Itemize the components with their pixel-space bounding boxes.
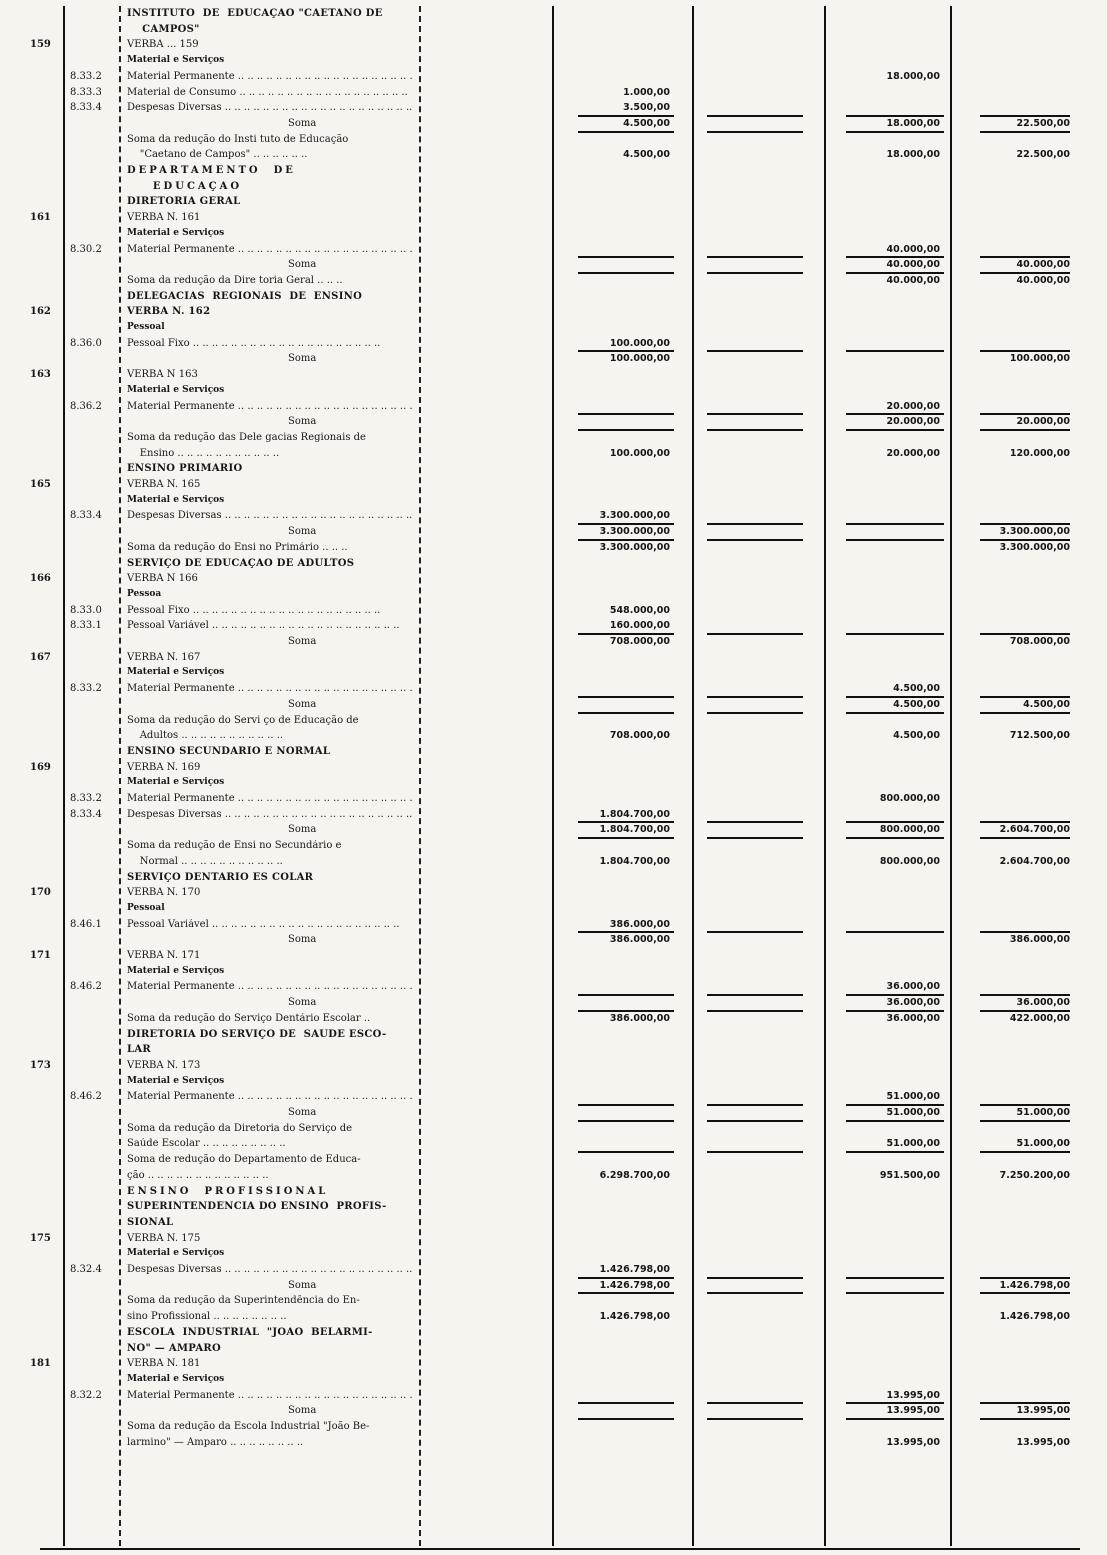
sum-rule	[578, 696, 674, 698]
row-description: SERVIÇO DE EDUCAÇÃO DE ADULTOS	[127, 557, 355, 569]
row-description: DELEGACIAS REGIONAIS DE ENSINO	[127, 290, 363, 302]
sum-rule	[846, 272, 944, 274]
sum-rule	[707, 931, 803, 933]
row-description: Material Permanente .. ..	[127, 401, 412, 412]
value-column-b: 20.000,00	[886, 447, 940, 459]
verba-number: 181	[30, 1358, 51, 1370]
verba-number: 173	[30, 1059, 51, 1071]
value-column-a: 1.000,00	[623, 86, 670, 98]
row-description: Soma da redução da Superintendência do En-	[127, 1295, 360, 1307]
sum-rule	[980, 821, 1070, 823]
row-description: Material e Serviços	[127, 965, 225, 976]
sum-rule	[980, 523, 1070, 525]
value-column-a: 3.500,00	[623, 102, 670, 114]
row-description: SIONAL	[127, 1216, 174, 1228]
sum-rule	[846, 115, 944, 117]
value-column-a: 708.000,00	[609, 730, 670, 742]
row-description: Material e Serviços	[127, 777, 225, 788]
account-code: 8.46.2	[70, 1091, 102, 1103]
value-column-b: 13.995,00	[886, 1405, 940, 1417]
row-description: larmino" — Amparo .. .. .. .. .. .. .. ..	[127, 1436, 304, 1448]
row-description: VERBA N 163	[127, 369, 198, 381]
value-column-b: 36.000,00	[886, 1012, 940, 1024]
value-column-a: 708.000,00	[609, 636, 670, 647]
sum-rule	[707, 115, 803, 117]
sum-rule	[980, 1402, 1070, 1404]
row-description: VERBA N. 162	[127, 306, 211, 318]
sum-rule	[846, 1402, 944, 1404]
sum-rule	[707, 1277, 803, 1279]
sum-rule	[707, 131, 803, 133]
value-column-total: 13.995,00	[1016, 1436, 1070, 1448]
value-column-b: 40.000,00	[886, 274, 940, 286]
sum-rule	[846, 1010, 944, 1012]
sum-rule	[707, 1104, 803, 1106]
value-column-total: 3.300.000,00	[999, 526, 1070, 538]
row-description: Soma da redução do Serviço Dentário Escolar ..	[127, 1012, 371, 1024]
row-description: Ensino .. .. .. .. .. .. .. .. .. .. ..	[127, 447, 280, 459]
value-column-total: 4.500,00	[1023, 698, 1070, 710]
row-description: Soma	[288, 1405, 317, 1417]
value-column-a: 3.300.000,00	[599, 510, 670, 522]
row-description: Soma	[288, 1279, 317, 1291]
verba-number: 161	[30, 212, 51, 224]
value-column-b: 18.000,00	[886, 117, 940, 129]
sum-rule	[578, 131, 674, 133]
column-divider	[119, 6, 121, 1546]
account-code: 8.33.1	[70, 620, 102, 632]
sum-rule	[980, 1277, 1070, 1279]
sum-rule	[846, 350, 944, 352]
row-description: SUPERINTENDÊNCIA DO ENSINO PROFIS-	[127, 1201, 387, 1213]
row-description: Material Permanente .. ..	[127, 1390, 412, 1401]
row-description: Soma	[288, 1107, 317, 1118]
value-column-b: 800.000,00	[879, 793, 940, 804]
sum-rule	[578, 931, 674, 933]
value-column-total: 40.000,00	[1016, 259, 1070, 271]
value-column-b: 51.000,00	[886, 1107, 940, 1118]
row-description: Pessoal Fixo .. ..	[127, 605, 412, 616]
verba-number: 170	[30, 887, 51, 899]
sum-rule	[980, 1418, 1070, 1420]
row-description: Soma	[288, 259, 317, 271]
value-column-a: 4.500,00	[623, 117, 670, 129]
value-column-a: 3.300.000,00	[599, 541, 670, 553]
sum-rule	[980, 1151, 1070, 1153]
row-description: Despesas Diversas .. ..	[127, 102, 412, 113]
value-column-b: 36.000,00	[886, 981, 940, 993]
value-column-a: 3.300.000,00	[599, 526, 670, 538]
sum-rule	[980, 1010, 1070, 1012]
row-description: Material e Serviços	[127, 494, 225, 505]
value-column-b: 800.000,00	[879, 824, 940, 836]
value-column-total: 708.000,00	[1009, 636, 1070, 647]
column-divider	[824, 6, 826, 1546]
verba-number: 175	[30, 1232, 51, 1244]
sum-rule	[578, 115, 674, 117]
sum-rule	[578, 1120, 674, 1122]
sum-rule	[707, 712, 803, 714]
row-description: Soma da redução do Servi ço de Educação de	[127, 714, 359, 726]
account-code: 8.36.2	[70, 400, 102, 412]
row-description: ESCOLA INDUSTRIAL "JOAO BELARMI-	[127, 1326, 373, 1338]
sum-rule	[846, 837, 944, 839]
value-column-b: 36.000,00	[886, 997, 940, 1009]
sum-rule	[846, 1151, 944, 1153]
sum-rule	[578, 539, 674, 541]
row-description: VERBA N. 161	[127, 212, 201, 224]
row-description: Material Permanente .. ..	[127, 244, 412, 255]
row-description: sino Profissional .. .. .. .. .. .. .. ..	[127, 1311, 287, 1323]
sum-rule	[578, 256, 674, 258]
value-column-total: 40.000,00	[1016, 274, 1070, 286]
sum-rule	[980, 256, 1070, 258]
sum-rule	[846, 994, 944, 996]
account-code: 8.33.2	[70, 683, 102, 695]
sum-rule	[707, 1418, 803, 1420]
value-column-total: 422.000,00	[1009, 1012, 1070, 1024]
column-divider	[950, 6, 952, 1546]
row-description: ENSINO PROFISSIONAL	[127, 1185, 329, 1197]
row-description: Pessoal Variável .. ..	[127, 919, 412, 930]
sum-rule	[846, 1104, 944, 1106]
row-description: NO" — AMPARO	[127, 1342, 222, 1354]
verba-number: 162	[30, 306, 51, 318]
value-column-total: 20.000,00	[1016, 416, 1070, 428]
value-column-a: 1.804.700,00	[599, 808, 670, 820]
row-description: Soma da redução do Insti tuto de Educação	[127, 133, 349, 145]
row-description: ENSINO SECUNDARIO E NORMAL	[127, 745, 331, 757]
sum-rule	[578, 523, 674, 525]
value-column-b: 20.000,00	[886, 400, 940, 412]
value-column-b: 951.500,00	[879, 1169, 940, 1181]
account-code: 8.33.2	[70, 793, 102, 804]
row-description: Despesas Diversas .. ..	[127, 1264, 412, 1275]
account-code: 8.32.4	[70, 1264, 102, 1275]
value-column-total: 100.000,00	[1009, 353, 1070, 365]
sum-rule	[707, 523, 803, 525]
sum-rule	[578, 712, 674, 714]
value-column-total: 1.426.798,00	[999, 1311, 1070, 1323]
sum-rule	[980, 1292, 1070, 1294]
sum-rule	[980, 413, 1070, 415]
verba-number: 159	[30, 39, 51, 51]
sum-rule	[578, 1418, 674, 1420]
value-column-a: 386.000,00	[609, 1012, 670, 1024]
sum-rule	[578, 633, 674, 635]
sum-rule	[707, 256, 803, 258]
value-column-b: 18.000,00	[886, 149, 940, 161]
value-column-b: 20.000,00	[886, 416, 940, 428]
row-description: Soma	[288, 997, 317, 1009]
value-column-b: 13.995,00	[886, 1389, 940, 1401]
row-description: VERBA N. 171	[127, 950, 201, 961]
row-description: Material e Serviços	[127, 384, 225, 395]
sum-rule	[980, 115, 1070, 117]
row-description: VERBA N. 175	[127, 1232, 201, 1244]
row-description: Material Permanente .. ..	[127, 793, 412, 804]
row-description: "Caetano de Campos" .. .. .. .. .. ..	[127, 149, 308, 161]
value-column-total: 120.000,00	[1009, 447, 1070, 459]
verba-number: 166	[30, 573, 51, 585]
row-description: Soma	[288, 353, 317, 365]
sum-rule	[980, 131, 1070, 133]
row-description: Soma	[288, 636, 317, 647]
value-column-total: 2.604.700,00	[999, 824, 1070, 836]
sum-rule	[980, 539, 1070, 541]
sum-rule	[980, 350, 1070, 352]
value-column-a: 100.000,00	[609, 353, 670, 365]
value-column-a: 1.426.798,00	[599, 1311, 670, 1323]
sum-rule	[578, 837, 674, 839]
row-description: Saúde Escolar .. .. .. .. .. .. .. .. ..	[127, 1138, 286, 1150]
row-description: VERBA N 166	[127, 573, 198, 585]
value-column-b: 51.000,00	[886, 1138, 940, 1150]
account-code: 8.33.2	[70, 70, 102, 82]
row-description: DEPARTAMENTO DE	[127, 165, 296, 176]
sum-rule	[846, 696, 944, 698]
sum-rule	[707, 539, 803, 541]
value-column-a: 4.500,00	[623, 149, 670, 161]
row-description: DIRETORIA GERAL	[127, 196, 241, 208]
sum-rule	[846, 539, 944, 541]
sum-rule	[846, 931, 944, 933]
column-divider	[419, 6, 421, 1546]
row-description: Soma	[288, 526, 317, 538]
sum-rule	[846, 256, 944, 258]
value-column-total: 36.000,00	[1016, 997, 1070, 1009]
sum-rule	[846, 429, 944, 431]
sum-rule	[980, 994, 1070, 996]
account-code: 8.46.1	[70, 918, 102, 930]
verba-number: 163	[30, 369, 51, 381]
sum-rule	[707, 350, 803, 352]
value-column-total: 51.000,00	[1016, 1138, 1070, 1150]
sum-rule	[980, 1104, 1070, 1106]
value-column-a: 548.000,00	[609, 604, 670, 616]
sum-rule	[707, 1120, 803, 1122]
value-column-b: 4.500,00	[893, 698, 940, 710]
value-column-total: 13.995,00	[1016, 1405, 1070, 1417]
verba-number: 169	[30, 761, 51, 773]
sum-rule	[578, 1104, 674, 1106]
sum-rule	[980, 837, 1070, 839]
value-column-a: 100.000,00	[609, 337, 670, 349]
value-column-a: 1.804.700,00	[599, 824, 670, 836]
sum-rule	[980, 633, 1070, 635]
value-column-b: 4.500,00	[893, 683, 940, 695]
account-code: 8.46.2	[70, 981, 102, 993]
sum-rule	[980, 696, 1070, 698]
row-description: VERBA N. 173	[127, 1059, 201, 1071]
row-description: Material de Consumo .. ..	[127, 87, 412, 98]
sum-rule	[846, 712, 944, 714]
sum-rule	[578, 1292, 674, 1294]
sum-rule	[707, 696, 803, 698]
value-column-a: 100.000,00	[609, 447, 670, 459]
value-column-b: 13.995,00	[886, 1436, 940, 1448]
row-description: VERBA N. 167	[127, 651, 201, 663]
account-code: 8.33.4	[70, 510, 102, 522]
row-description: LAR	[127, 1044, 152, 1056]
value-column-a: 1.804.700,00	[599, 855, 670, 867]
sum-rule	[707, 1402, 803, 1404]
row-description: DIRETORIA DO SERVIÇO DE SAUDE ESCO-	[127, 1028, 387, 1040]
column-divider	[552, 6, 554, 1546]
sum-rule	[846, 523, 944, 525]
row-description: Pessoal	[127, 902, 165, 913]
account-code: 8.33.4	[70, 102, 102, 114]
row-description: Soma de redução do Departamento de Educa-	[127, 1154, 361, 1166]
value-column-a: 386.000,00	[609, 934, 670, 946]
row-description: Material e Serviços	[127, 667, 225, 678]
row-description: Material e Serviços	[127, 227, 225, 238]
value-column-b: 18.000,00	[886, 70, 940, 82]
row-description: Pessoal Fixo .. ..	[127, 338, 412, 349]
account-code: 8.36.0	[70, 337, 102, 349]
sum-rule	[846, 1120, 944, 1122]
sum-rule	[707, 1292, 803, 1294]
row-description: EDUCAÇÃO	[127, 180, 243, 192]
sum-rule	[707, 994, 803, 996]
sum-rule	[707, 272, 803, 274]
sum-rule	[980, 931, 1070, 933]
sum-rule	[578, 350, 674, 352]
sum-rule	[846, 1277, 944, 1279]
sum-rule	[846, 633, 944, 635]
row-description: VERBA N. 169	[127, 761, 201, 773]
sum-rule	[846, 131, 944, 133]
column-divider	[63, 6, 65, 1546]
value-column-total: 1.426.798,00	[999, 1279, 1070, 1291]
row-description: VERBA ... 159	[127, 39, 199, 51]
value-column-total: 3.300.000,00	[999, 541, 1070, 553]
row-description: Pessoal Variável .. ..	[127, 620, 412, 631]
row-description: Soma da redução de Ensi no Secundário e	[127, 840, 342, 852]
sum-rule	[578, 1402, 674, 1404]
value-column-a: 160.000,00	[609, 620, 670, 632]
value-column-total: 22.500,00	[1016, 117, 1070, 129]
verba-number: 165	[30, 479, 51, 490]
row-description: Soma	[288, 117, 317, 129]
sum-rule	[578, 413, 674, 415]
value-column-total: 386.000,00	[1009, 934, 1070, 946]
row-description: Soma da redução das Dele gacias Regionais de	[127, 431, 366, 443]
value-column-total: 2.604.700,00	[999, 855, 1070, 867]
row-description: ENSINO PRIMARIO	[127, 463, 243, 475]
sum-rule	[707, 633, 803, 635]
sum-rule	[578, 1277, 674, 1279]
sum-rule	[707, 1010, 803, 1012]
sum-rule	[578, 1010, 674, 1012]
row-description: Despesas Diversas .. ..	[127, 809, 412, 820]
value-column-total: 7.250.200,00	[999, 1169, 1070, 1181]
sum-rule	[846, 1292, 944, 1294]
row-description: VERBA N. 165	[127, 479, 201, 490]
row-description: SERVIÇO DENTARIO ES COLAR	[127, 871, 314, 883]
value-column-a: 6.298.700,00	[599, 1169, 670, 1181]
sum-rule	[980, 712, 1070, 714]
row-description: ção .. .. .. .. .. .. .. .. .. .. .. .. ..	[127, 1169, 269, 1181]
row-description: Material e Serviços	[127, 55, 225, 66]
sum-rule	[846, 413, 944, 415]
row-description: Soma	[288, 824, 317, 836]
row-description: Soma da redução da Diretoria do Serviço de	[127, 1122, 353, 1134]
row-description: Material Permanente .. ..	[127, 1091, 412, 1102]
sum-rule	[980, 429, 1070, 431]
sum-rule	[707, 429, 803, 431]
sum-rule	[846, 1418, 944, 1420]
row-description: Soma	[288, 416, 317, 428]
sum-rule	[578, 821, 674, 823]
row-description: CAMPOS"	[127, 23, 200, 35]
row-description: Soma da redução da Dire toria Geral .. .. ..	[127, 274, 343, 286]
column-divider	[692, 6, 694, 1546]
value-column-total: 22.500,00	[1016, 149, 1070, 161]
account-code: 8.32.2	[70, 1389, 102, 1401]
row-description: Material Permanente .. ..	[127, 683, 412, 694]
sum-rule	[578, 272, 674, 274]
row-description: Material e Serviços	[127, 1373, 225, 1384]
row-description: Material e Serviços	[127, 1075, 225, 1086]
verba-number: 171	[30, 950, 51, 961]
sum-rule	[846, 821, 944, 823]
value-column-a: 1.426.798,00	[599, 1279, 670, 1291]
row-description: Soma da redução da Escola Industrial "João Be-	[127, 1421, 370, 1432]
account-code: 8.30.2	[70, 243, 102, 255]
account-code: 8.33.0	[70, 604, 102, 616]
value-column-b: 40.000,00	[886, 259, 940, 271]
row-description: Pessoa	[127, 588, 162, 599]
row-description: Material Permanente .. ..	[127, 981, 412, 992]
value-column-b: 4.500,00	[893, 730, 940, 742]
row-description: INSTITUTO DE EDUCAÇÃO "CAETANO DE	[127, 8, 383, 19]
sum-rule	[707, 821, 803, 823]
sum-rule	[707, 1151, 803, 1153]
verba-number: 167	[30, 651, 51, 663]
row-description: Pessoal	[127, 322, 165, 332]
value-column-total: 712.500,00	[1009, 730, 1070, 742]
row-description: Despesas Diversas .. ..	[127, 510, 412, 521]
value-column-b: 40.000,00	[886, 243, 940, 255]
row-description: Soma da redução do Ensi no Primário .. .. ..	[127, 541, 348, 553]
row-description: Adultos .. .. .. .. .. .. .. .. .. .. ..	[127, 730, 284, 742]
value-column-total: 51.000,00	[1016, 1107, 1070, 1118]
sum-rule	[980, 272, 1070, 274]
row-description: Soma	[288, 934, 317, 946]
value-column-a: 1.426.798,00	[599, 1264, 670, 1275]
sum-rule	[578, 994, 674, 996]
row-description: Material e Serviços	[127, 1248, 225, 1259]
sum-rule	[578, 429, 674, 431]
row-description: Normal .. .. .. .. .. .. .. .. .. .. ..	[127, 855, 283, 867]
row-description: VERBA N. 181	[127, 1358, 201, 1370]
account-code: 8.33.4	[70, 808, 102, 820]
value-column-b: 800.000,00	[879, 855, 940, 867]
bottom-rule	[40, 1548, 1080, 1550]
row-description: Soma	[288, 698, 317, 710]
sum-rule	[707, 837, 803, 839]
row-description: Material Permanente .. ..	[127, 71, 412, 82]
sum-rule	[578, 1151, 674, 1153]
sum-rule	[707, 413, 803, 415]
sum-rule	[980, 1120, 1070, 1122]
value-column-b: 51.000,00	[886, 1091, 940, 1103]
account-code: 8.33.3	[70, 86, 102, 98]
value-column-a: 386.000,00	[609, 918, 670, 930]
row-description: VERBA N. 170	[127, 887, 201, 899]
